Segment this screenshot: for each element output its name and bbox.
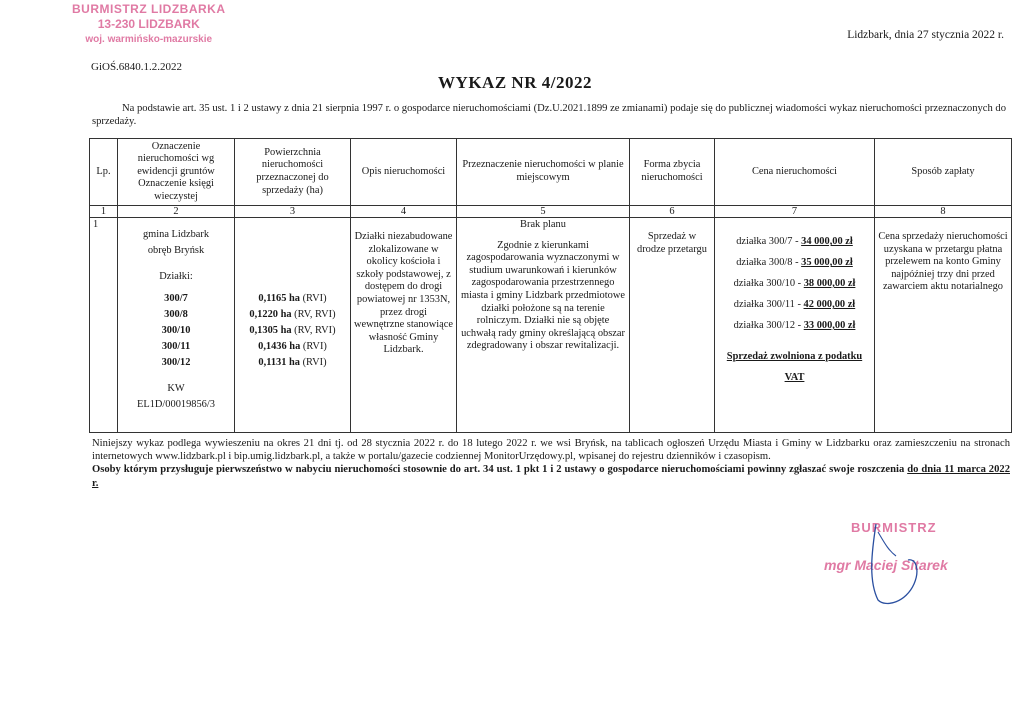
- area-item: [238, 355, 347, 371]
- header-payment: Sposób zapłaty: [875, 139, 1012, 206]
- area-value: 0,1131 ha: [258, 357, 300, 368]
- price-item: [718, 273, 871, 294]
- stamp-line-3: woj. warmińsko-mazurskie: [85, 34, 213, 45]
- header-description: Opis nieruchomości: [351, 139, 457, 206]
- posting-paragraph: Niniejszy wykaz podlega wywieszeniu na okres 21 dni tj. od 28 stycznia 2022 r. do 18 lutego 2022 r. we wsi Bryńsk, na tablicach ogłoszeń Urzędu Miasta i Gminy w Lidzbarku oraz zamieszczeniu na stronach internetowych www.lidzbark.pl i bip.umig.lidzbark.pl, a także w portalu/gazecie codziennej MonitorUrzędowy.pl, wpisanej do rejestru dzienników i czasopism.: [92, 438, 1010, 463]
- signature-title-stamp: BURMISTRZ: [851, 520, 937, 535]
- designation-cell: [118, 218, 235, 433]
- priority-text: Osoby którym przysługuje pierwszeństwo w nabyciu nieruchomości stosownie do art. 34 ust. 1 pkt 1 i 2 ustawy o gospodarce nieruchomościami powinny zgłaszać swoje roszczenia: [92, 464, 908, 476]
- table-header-row: [90, 139, 1012, 206]
- plan-cell: [457, 218, 630, 433]
- area-cell: [235, 218, 351, 433]
- price-value: 35 000,00 zł: [801, 257, 853, 268]
- column-number: 4: [351, 206, 457, 218]
- area-value: 0,1220 ha: [249, 309, 292, 320]
- vat-note: Sprzedaż zwolniona z podatku VAT: [726, 351, 863, 383]
- priority-paragraph: [92, 463, 1010, 489]
- claim-deadline: do dnia 11 marca 2022 r.: [92, 464, 1010, 489]
- column-number: 1: [90, 206, 118, 218]
- header-designation: Oznaczenie nieruchomości wg ewidencji gruntów Oznaczenie księgi wieczystej: [118, 139, 235, 206]
- price-value: 38 000,00 zł: [803, 278, 856, 289]
- header-area: Powierzchnia nieruchomości przeznaczonej do sprzedaży (ha): [235, 139, 351, 206]
- price-item: [718, 252, 871, 273]
- column-number: 3: [235, 206, 351, 218]
- property-table: [89, 138, 1012, 433]
- plan-text: Zgodnie z kierunkami zagospodarowania wyznaczonymi w studium uwarunkowań i kierunków zagospodarowania przestrzennego miasta i gminy Lidzbark przedmiotowe działki położone są na terenie rolniczym. Działki nie są objęte uchwałą rady gminy określającą obszar zdegradowany i obszar rewitalizacji.: [461, 239, 625, 352]
- plots-label: Działki:: [159, 271, 193, 282]
- area-value: 0,1305 ha: [249, 325, 292, 336]
- kw-label: KW: [167, 383, 185, 394]
- soil-class: (RV, RVI): [291, 325, 336, 336]
- plot-number: 300/12: [161, 357, 191, 368]
- area-item: [238, 339, 347, 355]
- payment-cell: [875, 218, 1012, 433]
- area-item: [238, 291, 347, 307]
- price-label: działka 300/11 -: [733, 299, 804, 310]
- price-item: [718, 315, 871, 336]
- office-stamp: [72, 2, 225, 47]
- price-cell: [715, 218, 875, 433]
- place-and-date: Lidzbark, dnia 27 stycznia 2022 r.: [847, 29, 1004, 41]
- column-number: 5: [457, 206, 630, 218]
- area-value: 0,1165 ha: [258, 293, 300, 304]
- column-number-row: [90, 206, 1012, 218]
- area-item: [238, 323, 347, 339]
- payment-method: Cena sprzedaży nieruchomości uzyskana w przetargu płatna przelewem na konto Gminy najpóźniej trzy dni przed zawarciem aktu notarialnego: [878, 231, 1008, 293]
- signature-block: [818, 520, 1018, 610]
- sale-form: Sprzedaż w drodze przetargu: [637, 231, 707, 255]
- header-form: Forma zbycia nieruchomości: [630, 139, 715, 206]
- column-number: 2: [118, 206, 235, 218]
- form-cell: [630, 218, 715, 433]
- area-value: 0,1436 ha: [258, 341, 301, 352]
- signature-name-stamp: mgr Maciej Sitarek: [824, 557, 948, 573]
- land-register-number: EL1D/00019856/3: [137, 399, 215, 410]
- soil-class: (RVI): [299, 293, 327, 304]
- price-value: 42 000,00 zł: [803, 299, 856, 310]
- plan-heading: Brak planu: [520, 219, 566, 230]
- header-lp: Lp.: [90, 139, 118, 206]
- description-cell: [351, 218, 457, 433]
- stamp-line-2: 13-230 LIDZBARK: [97, 17, 200, 31]
- price-value: 34 000,00 zł: [801, 236, 853, 247]
- header-plan: Przeznaczenie nieruchomości w planie miejscowym: [457, 139, 630, 206]
- soil-class: (RVI): [300, 341, 327, 352]
- area-item: [238, 307, 347, 323]
- plot-number: 300/8: [164, 309, 188, 320]
- soil-class: (RVI): [299, 357, 327, 368]
- reference-number: GiOŚ.6840.1.2.2022: [91, 61, 183, 73]
- location-gmina: gmina Lidzbark: [142, 229, 210, 240]
- price-label: działka 300/12 -: [733, 320, 804, 331]
- price-value: 33 000,00 zł: [803, 320, 856, 331]
- property-description: Działki niezabudowane zlokalizowane w okolicy kościoła i szkoły podstawowej, z dostępem do drogi powiatowej nr 1353N, przez drogi wewnętrzne stanowiące własność Gminy Lidzbark.: [354, 231, 453, 356]
- price-item: [718, 231, 871, 252]
- plot-number: 300/10: [161, 325, 191, 336]
- column-number: 7: [715, 206, 875, 218]
- column-number: 6: [630, 206, 715, 218]
- footer: [92, 437, 1010, 490]
- table-row: [90, 218, 1012, 433]
- header-price: Cena nieruchomości: [715, 139, 875, 206]
- soil-class: (RV, RVI): [291, 309, 336, 320]
- column-number: 8: [875, 206, 1012, 218]
- handwritten-signature: [818, 520, 1018, 610]
- plot-number: 300/7: [164, 293, 188, 304]
- price-label: działka 300/8 -: [736, 257, 802, 268]
- plot-number: 300/11: [161, 341, 191, 352]
- row-lp: 1: [90, 218, 118, 433]
- price-label: działka 300/7 -: [736, 236, 802, 247]
- price-label: działka 300/10 -: [733, 278, 804, 289]
- intro-paragraph: Na podstawie art. 35 ust. 1 i 2 ustawy z dnia 21 sierpnia 1997 r. o gospodarce nieruchomościami (Dz.U.2021.1899 ze zmianami) podaje się do publicznej wiadomości wykaz nieruchomości przeznaczonych do sprzedaży.: [92, 103, 1007, 127]
- price-item: [718, 294, 871, 315]
- location-obreb: obręb Bryńsk: [147, 245, 205, 256]
- stamp-line-1: BURMISTRZ LIDZBARKA: [72, 2, 226, 16]
- document-title: WYKAZ NR 4/2022: [438, 73, 592, 92]
